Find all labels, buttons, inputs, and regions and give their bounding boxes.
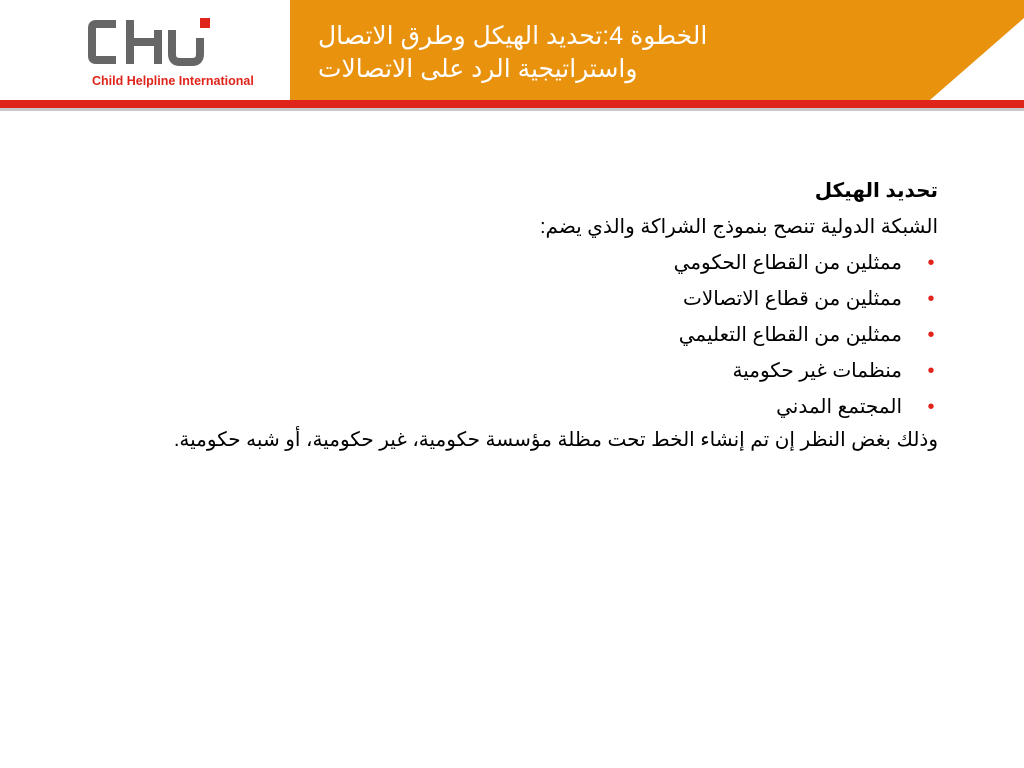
list-item bbox=[158, 245, 938, 281]
list-item-text: المجتمع المدني bbox=[776, 396, 902, 418]
list-item-text: منظمات غير حكومية bbox=[732, 360, 902, 382]
header-red-divider bbox=[0, 100, 1024, 108]
list-item bbox=[158, 281, 938, 317]
bullet-list bbox=[158, 245, 938, 425]
intro-text: الشبكة الدولية تنصح بنموذج الشراكة والذي يضم: bbox=[539, 216, 938, 238]
logo-letter-c bbox=[92, 24, 116, 60]
logo-subtitle: Child Helpline International bbox=[92, 74, 254, 88]
title-line-1: الخطوة 4:تحديد الهيكل وطرق الاتصال bbox=[318, 22, 708, 50]
logo-letter-i bbox=[172, 30, 200, 62]
bullet-dot-icon: • bbox=[927, 324, 935, 346]
list-item-text: ممثلين من قطاع الاتصالات bbox=[683, 288, 902, 310]
list-item bbox=[158, 389, 938, 425]
bullet-dot-icon: • bbox=[927, 360, 935, 382]
section-heading: تحديد الهيكل bbox=[814, 180, 938, 202]
list-item bbox=[158, 353, 938, 389]
header-gray-divider bbox=[0, 108, 1024, 111]
logo-letter-h-right bbox=[154, 30, 162, 64]
page-title bbox=[318, 20, 878, 86]
slide-body bbox=[158, 173, 938, 456]
header bbox=[0, 0, 1024, 104]
bullet-dot-icon: • bbox=[927, 288, 935, 310]
list-item bbox=[158, 317, 938, 353]
closing-paragraph: وذلك بغض النظر إن تم إنشاء الخط تحت مظلة مؤسسة حكومية، غير حكومية، أو شبه حكومية. bbox=[173, 429, 938, 451]
list-item-text: ممثلين من القطاع الحكومي bbox=[673, 252, 902, 274]
logo-red-dot bbox=[200, 18, 210, 28]
title-line-2: واستراتيجية الرد على الاتصالات bbox=[318, 55, 638, 83]
bullet-dot-icon: • bbox=[927, 396, 935, 418]
bullet-dot-icon: • bbox=[927, 252, 935, 274]
list-item-text: ممثلين من القطاع التعليمي bbox=[678, 324, 902, 346]
